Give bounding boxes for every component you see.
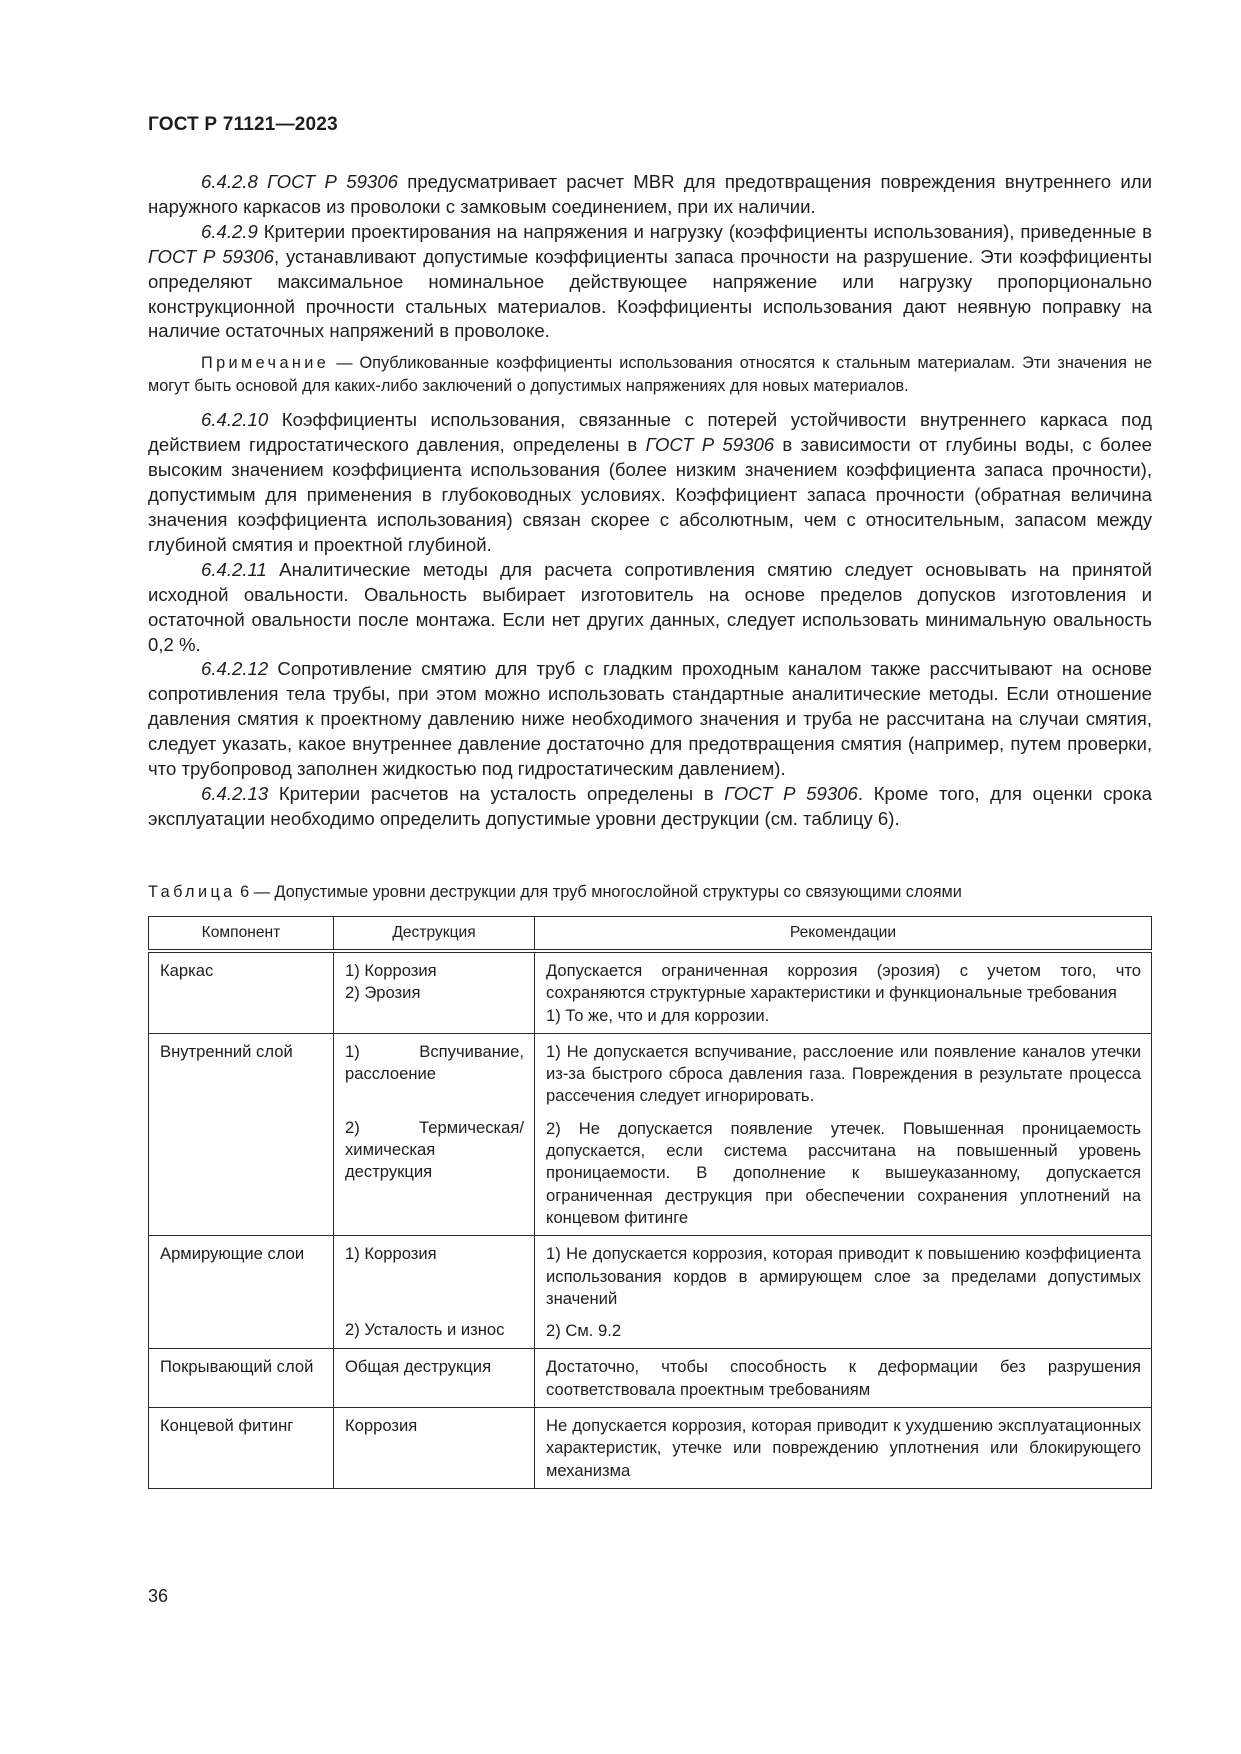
- paragraph-text: . Кроме того, для оценки срока эксплуатации необходимо определить допустимые уровни деструкции (см. таблицу 6).: [148, 782, 1152, 829]
- degradation-cell: [334, 951, 535, 1033]
- standard-reference: ГОСТ Р 59306: [724, 782, 858, 804]
- component-cell: Внутренний слой: [149, 1033, 334, 1235]
- recommendation-cell: Достаточно, чтобы способность к деформации без разрушения соответствовала проектным требованиям: [535, 1349, 1152, 1408]
- clause-number: 6.4.2.10: [201, 409, 269, 431]
- clause-number: 6.4.2.12: [201, 658, 269, 680]
- paragraph-6-4-2-8: [148, 170, 1152, 220]
- paragraph-text: в зависимости от глубины воды, с более высоким значением коэффициента использования (более низким значением коэффициента запаса прочности), допустимым для применения в глубоководных условиях. Коэффициент запаса прочности (обратная величина значения коэффициента использования) связан скорее с абсолютным, чем с относительным, запасом между глубиной смятия и проектной глубиной.: [148, 434, 1152, 555]
- spacer: [546, 1108, 1141, 1118]
- column-header-degradation: Деструкция: [334, 917, 535, 952]
- degradation-item: 2) Усталость и износ: [345, 1320, 505, 1340]
- paragraph-6-4-2-13: [148, 782, 1152, 832]
- degradation-cell: [334, 1236, 535, 1349]
- degradation-item: 2) Термическая/химическая деструкция: [345, 1117, 524, 1182]
- paragraph-6-4-2-9: [148, 220, 1152, 345]
- recommendation-text: 1) Не допускается коррозия, которая приводит к повышению коэффициента использования кордов в армирующем слое за пределами допустимых значений: [546, 1244, 1141, 1308]
- standard-reference: ГОСТ Р 59306: [267, 171, 398, 192]
- degradation-table: [148, 916, 1152, 1489]
- table-caption-label: Таблица: [148, 883, 236, 901]
- component-cell: Покрывающий слой: [149, 1349, 334, 1408]
- paragraph-text: Аналитические методы для расчета сопротивления смятию следует основывать на принятой исходной овальности. Овальность выбирает изготовитель на основе пределов допусков изготовления и остаточной овальности после монтажа. Если нет других данных, следует использовать минимальную овальность 0,2 %.: [148, 558, 1152, 655]
- note-label: Примечание: [201, 354, 330, 373]
- recommendation-text: Допускается ограниченная коррозия (эрозия) с учетом того, что сохраняются структурные характеристики и функциональные требования: [546, 961, 1141, 1003]
- table-caption: [148, 883, 962, 902]
- spacer: [546, 1310, 1141, 1320]
- degradation-item: 1) Коррозия: [345, 1244, 437, 1264]
- table-row: [149, 1408, 1152, 1489]
- degradation-item: 1) Вспучивание, расслоение: [345, 1041, 524, 1084]
- table-caption-text: 6 — Допустимые уровни деструкции для труб многослойной структуры со связующими слоями: [235, 883, 962, 901]
- component-cell: Армирующие слои: [149, 1236, 334, 1349]
- table-row: [149, 951, 1152, 1033]
- recommendation-text: 1) То же, что и для коррозии.: [546, 1005, 770, 1025]
- clause-number: 6.4.2.8: [201, 171, 258, 192]
- paragraph-6-4-2-11: [148, 558, 1152, 658]
- standard-reference: ГОСТ Р 59306: [645, 434, 775, 456]
- table-row: [149, 1236, 1152, 1349]
- column-header-component: Компонент: [149, 917, 334, 952]
- standard-reference: ГОСТ Р 59306: [148, 245, 274, 267]
- paragraph-text: Критерии расчетов на усталость определены в: [268, 782, 725, 804]
- degradation-item: 2) Эрозия: [345, 983, 421, 1003]
- clause-number: 6.4.2.13: [201, 782, 269, 804]
- component-cell: Концевой фитинг: [149, 1408, 334, 1489]
- degradation-cell: Общая деструкция: [334, 1349, 535, 1408]
- table-header-row: [149, 917, 1152, 952]
- paragraph-6-4-2-10: [148, 408, 1152, 557]
- paragraph-text: , устанавливают допустимые коэффициенты запаса прочности на разрушение. Эти коэффициенты определяют максимальное номинальное действующее напряжение или нагрузку пропорционально конструкционной прочности стальных материалов. Коэффициенты использования дают неявную поправку на наличие остаточных напряжений в проволоке.: [148, 245, 1152, 342]
- paragraph-text: предусматривает расчет MBR для предотвращения повреждения внутреннего или наружного каркасов из проволоки с замковым соединением, при их наличии.: [148, 171, 1152, 217]
- page-number: 36: [148, 1586, 169, 1606]
- recommendation-cell: [535, 1033, 1152, 1235]
- clause-number: 6.4.2.9: [201, 220, 258, 242]
- document-body: [148, 170, 1152, 832]
- paragraph-text: Критерии проектирования на напряжения и нагрузку (коэффициенты использования), приведенные в: [257, 220, 1152, 242]
- component-cell: Каркас: [149, 951, 334, 1033]
- table-row: [149, 1033, 1152, 1235]
- recommendation-text: 2) См. 9.2: [546, 1321, 622, 1341]
- document-header: ГОСТ Р 71121—2023: [148, 114, 338, 135]
- recommendation-cell: [535, 951, 1152, 1033]
- spacer: [345, 1107, 524, 1117]
- recommendation-cell: Не допускается коррозия, которая приводит к ухудшению эксплуатационных характеристик, утечке или повреждению уплотнения или блокирующего механизма: [535, 1408, 1152, 1489]
- paragraph-text: Сопротивление смятию для труб с гладким проходным каналом также рассчитывают на основе сопротивления тела трубы, при этом можно использовать стандартные аналитические методы. Если отношение давления смятия к проектному давлению ниже необходимого значения и труба не рассчитана на случаи смятия, следует указать, какое внутреннее давление достаточно для предотвращения смятия (например, путем проверки, что трубопровод заполнен жидкостью под гидростатическим давлением).: [148, 658, 1152, 780]
- recommendation-text: 1) Не допускается вспучивание, расслоение или появление каналов утечки из-за быстрого сброса давления газа. Повреждения в результате процесса рассечения следует игнорировать.: [546, 1041, 1141, 1106]
- table-row: [149, 1349, 1152, 1408]
- paragraph-6-4-2-12: [148, 657, 1152, 782]
- degradation-cell: [334, 1033, 535, 1235]
- degradation-cell: Коррозия: [334, 1408, 535, 1489]
- recommendation-text: 2) Не допускается появление утечек. Повышенная проницаемость допускается, если система рассчитана на повышенный уровень проницаемости. В дополнение к вышеуказанному, допускается ограниченная деструкция при обеспечении сохранения уплотнений на концевом фитинге: [546, 1118, 1141, 1227]
- clause-number: 6.4.2.11: [201, 558, 267, 580]
- column-header-recommendations: Рекомендации: [535, 917, 1152, 952]
- paragraph-text: Коэффициенты использования, связанные с потерей устойчивости внутреннего каркаса под действием гидростатического давления, определены в: [148, 409, 1152, 456]
- recommendation-cell: [535, 1236, 1152, 1349]
- note: [148, 352, 1152, 398]
- spacer: [345, 1309, 524, 1319]
- degradation-item: 1) Коррозия: [345, 961, 437, 980]
- note-text: — Опубликованные коэффициенты использования относятся к стальным материалам. Эти значения не могут быть основой для каких-либо заключений о допустимых напряжениях для новых материалов.: [148, 354, 1152, 396]
